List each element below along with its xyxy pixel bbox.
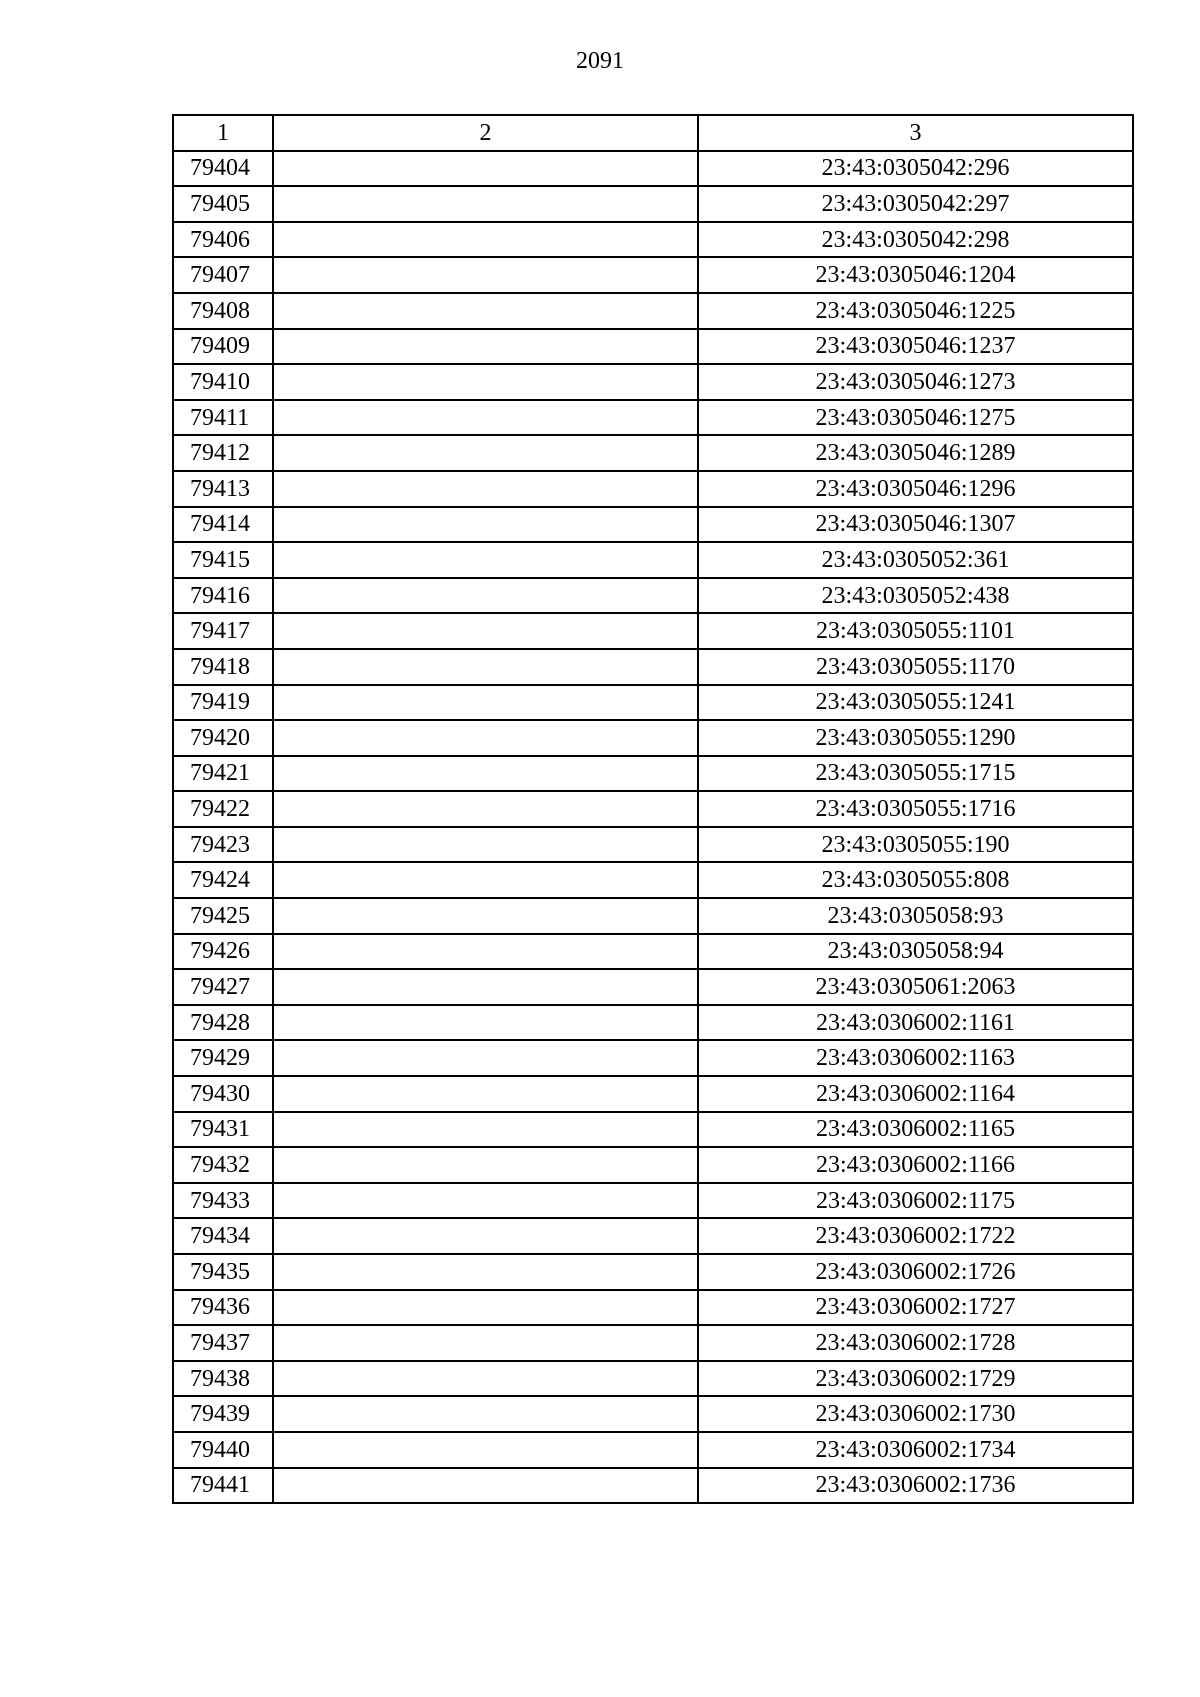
cadastral-number-cell: 23:43:0306002:1163 — [698, 1040, 1133, 1076]
row-empty-cell — [273, 186, 698, 222]
row-empty-cell — [273, 827, 698, 863]
row-number-cell: 79436 — [173, 1290, 273, 1326]
page-number: 2091 — [576, 48, 624, 74]
table-row — [173, 1290, 1133, 1326]
row-number-cell: 79421 — [173, 756, 273, 792]
cadastral-number-cell: 23:43:0305058:94 — [698, 934, 1133, 970]
table-row — [173, 222, 1133, 258]
row-number-cell: 79417 — [173, 613, 273, 649]
row-empty-cell — [273, 1290, 698, 1326]
cadastral-number-cell: 23:43:0306002:1729 — [698, 1361, 1133, 1397]
row-empty-cell — [273, 1112, 698, 1148]
cadastral-number-cell: 23:43:0305052:438 — [698, 578, 1133, 614]
cadastral-number-cell: 23:43:0305055:1290 — [698, 720, 1133, 756]
cadastral-number-cell: 23:43:0306002:1728 — [698, 1325, 1133, 1361]
row-empty-cell — [273, 507, 698, 543]
cadastral-number-cell: 23:43:0306002:1165 — [698, 1112, 1133, 1148]
cadastral-number-cell: 23:43:0306002:1726 — [698, 1254, 1133, 1290]
table-row — [173, 862, 1133, 898]
row-number-cell: 79422 — [173, 791, 273, 827]
row-number-cell: 79420 — [173, 720, 273, 756]
table-row — [173, 1076, 1133, 1112]
table-row — [173, 1218, 1133, 1254]
row-number-cell: 79429 — [173, 1040, 273, 1076]
row-number-cell: 79413 — [173, 471, 273, 507]
table-row — [173, 791, 1133, 827]
cadastral-number-cell: 23:43:0306002:1730 — [698, 1396, 1133, 1432]
cadastral-number-cell: 23:43:0306002:1736 — [698, 1468, 1133, 1504]
table-row — [173, 257, 1133, 293]
cadastral-number-cell: 23:43:0305055:1716 — [698, 791, 1133, 827]
cadastral-number-cell: 23:43:0305052:361 — [698, 542, 1133, 578]
table-row — [173, 898, 1133, 934]
cadastral-number-cell: 23:43:0305042:298 — [698, 222, 1133, 258]
cadastral-number-cell: 23:43:0305055:1241 — [698, 685, 1133, 721]
table-row — [173, 756, 1133, 792]
row-number-cell: 79428 — [173, 1005, 273, 1041]
table-row — [173, 578, 1133, 614]
row-empty-cell — [273, 1396, 698, 1432]
row-empty-cell — [273, 862, 698, 898]
row-number-cell: 79437 — [173, 1325, 273, 1361]
table-row — [173, 329, 1133, 365]
table-row — [173, 613, 1133, 649]
table-row — [173, 293, 1133, 329]
row-number-cell: 79438 — [173, 1361, 273, 1397]
column-header-2: 2 — [273, 115, 698, 151]
cadastral-number-cell: 23:43:0305055:1170 — [698, 649, 1133, 685]
row-number-cell: 79439 — [173, 1396, 273, 1432]
cadastral-number-cell: 23:43:0305046:1237 — [698, 329, 1133, 365]
row-number-cell: 79412 — [173, 435, 273, 471]
row-empty-cell — [273, 578, 698, 614]
row-empty-cell — [273, 613, 698, 649]
table-row — [173, 151, 1133, 187]
row-number-cell: 79409 — [173, 329, 273, 365]
table-row — [173, 1325, 1133, 1361]
row-number-cell: 79408 — [173, 293, 273, 329]
table-row — [173, 720, 1133, 756]
cadastral-number-cell: 23:43:0305042:297 — [698, 186, 1133, 222]
row-empty-cell — [273, 400, 698, 436]
cadastral-number-cell: 23:43:0305061:2063 — [698, 969, 1133, 1005]
cadastral-number-cell: 23:43:0305046:1275 — [698, 400, 1133, 436]
table-row — [173, 1112, 1133, 1148]
row-number-cell: 79432 — [173, 1147, 273, 1183]
row-empty-cell — [273, 257, 698, 293]
row-empty-cell — [273, 1147, 698, 1183]
cadastral-number-cell: 23:43:0305055:808 — [698, 862, 1133, 898]
table-row — [173, 934, 1133, 970]
row-number-cell: 79433 — [173, 1183, 273, 1219]
cadastral-number-cell: 23:43:0305046:1225 — [698, 293, 1133, 329]
row-empty-cell — [273, 791, 698, 827]
cadastral-number-cell: 23:43:0306002:1164 — [698, 1076, 1133, 1112]
row-number-cell: 79418 — [173, 649, 273, 685]
row-empty-cell — [273, 934, 698, 970]
column-header-1: 1 — [173, 115, 273, 151]
row-empty-cell — [273, 720, 698, 756]
row-number-cell: 79406 — [173, 222, 273, 258]
cadastral-number-cell: 23:43:0305058:93 — [698, 898, 1133, 934]
row-number-cell: 79410 — [173, 364, 273, 400]
row-number-cell: 79424 — [173, 862, 273, 898]
table-body — [173, 115, 1133, 1503]
row-number-cell: 79416 — [173, 578, 273, 614]
row-number-cell: 79411 — [173, 400, 273, 436]
row-number-cell: 79441 — [173, 1468, 273, 1504]
cadastral-number-cell: 23:43:0305042:296 — [698, 151, 1133, 187]
cadastral-number-cell: 23:43:0305046:1289 — [698, 435, 1133, 471]
table-row — [173, 1468, 1133, 1504]
table-row — [173, 186, 1133, 222]
table-row — [173, 1147, 1133, 1183]
row-empty-cell — [273, 329, 698, 365]
row-number-cell: 79426 — [173, 934, 273, 970]
cadastral-number-cell: 23:43:0305046:1296 — [698, 471, 1133, 507]
row-number-cell: 79427 — [173, 969, 273, 1005]
registry-table — [172, 114, 1134, 1504]
row-empty-cell — [273, 969, 698, 1005]
table-row — [173, 1183, 1133, 1219]
table-row — [173, 1432, 1133, 1468]
row-number-cell: 79430 — [173, 1076, 273, 1112]
row-number-cell: 79440 — [173, 1432, 273, 1468]
row-empty-cell — [273, 293, 698, 329]
row-number-cell: 79425 — [173, 898, 273, 934]
row-empty-cell — [273, 1218, 698, 1254]
table-header-row — [173, 115, 1133, 151]
table-row — [173, 685, 1133, 721]
table-row — [173, 542, 1133, 578]
table-row — [173, 1361, 1133, 1397]
row-empty-cell — [273, 756, 698, 792]
row-number-cell: 79404 — [173, 151, 273, 187]
table-row — [173, 435, 1133, 471]
table-row — [173, 1005, 1133, 1041]
cadastral-number-cell: 23:43:0305046:1273 — [698, 364, 1133, 400]
table-row — [173, 827, 1133, 863]
row-empty-cell — [273, 1254, 698, 1290]
row-empty-cell — [273, 471, 698, 507]
row-empty-cell — [273, 151, 698, 187]
row-number-cell: 79407 — [173, 257, 273, 293]
row-empty-cell — [273, 1361, 698, 1397]
row-empty-cell — [273, 898, 698, 934]
row-empty-cell — [273, 1005, 698, 1041]
row-empty-cell — [273, 649, 698, 685]
row-empty-cell — [273, 1468, 698, 1504]
cadastral-number-cell: 23:43:0305055:1101 — [698, 613, 1133, 649]
row-number-cell: 79415 — [173, 542, 273, 578]
row-empty-cell — [273, 364, 698, 400]
table-row — [173, 471, 1133, 507]
row-empty-cell — [273, 685, 698, 721]
row-number-cell: 79414 — [173, 507, 273, 543]
table-row — [173, 364, 1133, 400]
row-empty-cell — [273, 1040, 698, 1076]
table-row — [173, 400, 1133, 436]
table-row — [173, 1040, 1133, 1076]
row-empty-cell — [273, 542, 698, 578]
cadastral-number-cell: 23:43:0305046:1204 — [698, 257, 1133, 293]
cadastral-number-cell: 23:43:0306002:1161 — [698, 1005, 1133, 1041]
table-row — [173, 969, 1133, 1005]
row-number-cell: 79431 — [173, 1112, 273, 1148]
row-empty-cell — [273, 1076, 698, 1112]
row-empty-cell — [273, 1432, 698, 1468]
row-number-cell: 79419 — [173, 685, 273, 721]
row-number-cell: 79423 — [173, 827, 273, 863]
cadastral-number-cell: 23:43:0305055:1715 — [698, 756, 1133, 792]
row-empty-cell — [273, 435, 698, 471]
row-empty-cell — [273, 1183, 698, 1219]
cadastral-number-cell: 23:43:0305055:190 — [698, 827, 1133, 863]
table-row — [173, 1396, 1133, 1432]
cadastral-number-cell: 23:43:0306002:1727 — [698, 1290, 1133, 1326]
cadastral-number-cell: 23:43:0305046:1307 — [698, 507, 1133, 543]
cadastral-number-cell: 23:43:0306002:1175 — [698, 1183, 1133, 1219]
row-empty-cell — [273, 222, 698, 258]
table-row — [173, 507, 1133, 543]
row-number-cell: 79434 — [173, 1218, 273, 1254]
cadastral-number-cell: 23:43:0306002:1734 — [698, 1432, 1133, 1468]
table-row — [173, 1254, 1133, 1290]
cadastral-number-cell: 23:43:0306002:1722 — [698, 1218, 1133, 1254]
cadastral-number-cell: 23:43:0306002:1166 — [698, 1147, 1133, 1183]
row-empty-cell — [273, 1325, 698, 1361]
row-number-cell: 79435 — [173, 1254, 273, 1290]
column-header-3: 3 — [698, 115, 1133, 151]
row-number-cell: 79405 — [173, 186, 273, 222]
table-row — [173, 649, 1133, 685]
